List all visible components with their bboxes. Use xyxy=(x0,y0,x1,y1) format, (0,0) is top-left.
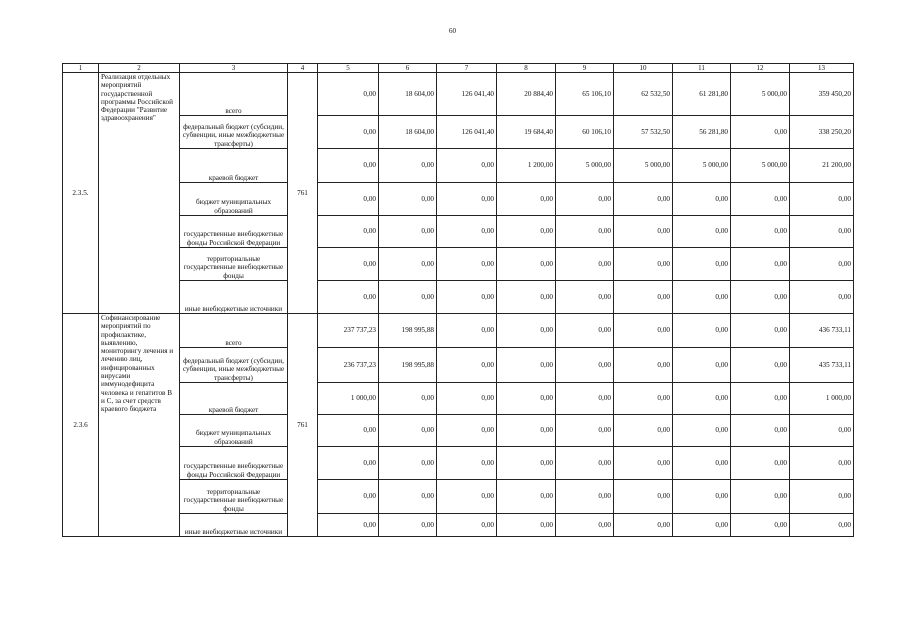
amount-cell: 0,00 xyxy=(673,383,731,415)
amount-cell: 0,00 xyxy=(379,514,437,537)
amount-cell: 0,00 xyxy=(437,281,497,314)
amount-cell: 0,00 xyxy=(790,248,854,281)
amount-cell: 5 000,00 xyxy=(731,149,790,183)
amount-cell: 0,00 xyxy=(318,281,379,314)
amount-cell: 1 000,00 xyxy=(318,383,379,415)
amount-cell: 0,00 xyxy=(731,348,790,383)
table-row xyxy=(63,348,854,383)
amount-cell: 56 281,80 xyxy=(673,116,731,149)
amount-cell: 0,00 xyxy=(731,216,790,248)
amount-cell: 338 250,20 xyxy=(790,116,854,149)
amount-cell: 0,00 xyxy=(556,216,614,248)
amount-cell: 0,00 xyxy=(437,480,497,514)
table-row xyxy=(63,73,854,116)
grbs-code: 761 xyxy=(288,314,318,537)
table-row xyxy=(63,281,854,314)
table-row xyxy=(63,116,854,149)
amount-cell: 126 041,40 xyxy=(437,73,497,116)
amount-cell: 237 737,23 xyxy=(318,314,379,348)
amount-cell: 0,00 xyxy=(673,480,731,514)
amount-cell: 0,00 xyxy=(614,348,673,383)
amount-cell: 436 733,11 xyxy=(790,314,854,348)
amount-cell: 0,00 xyxy=(379,149,437,183)
table-row xyxy=(63,415,854,447)
funding-source: иные внебюджетные источники xyxy=(180,514,288,537)
section-code: 2.3.5. xyxy=(63,73,99,314)
amount-cell: 0,00 xyxy=(790,514,854,537)
amount-cell: 0,00 xyxy=(731,314,790,348)
amount-cell: 0,00 xyxy=(556,281,614,314)
amount-cell: 65 106,10 xyxy=(556,73,614,116)
amount-cell: 0,00 xyxy=(614,383,673,415)
funding-source: всего xyxy=(180,73,288,116)
amount-cell: 0,00 xyxy=(790,480,854,514)
amount-cell: 0,00 xyxy=(556,480,614,514)
amount-cell: 0,00 xyxy=(318,149,379,183)
amount-cell: 236 737,23 xyxy=(318,348,379,383)
amount-cell: 0,00 xyxy=(556,348,614,383)
amount-cell: 0,00 xyxy=(379,183,437,216)
column-header: 2 xyxy=(99,64,180,73)
funding-source: краевой бюджет xyxy=(180,149,288,183)
amount-cell: 0,00 xyxy=(318,480,379,514)
amount-cell: 0,00 xyxy=(379,480,437,514)
amount-cell: 0,00 xyxy=(318,415,379,447)
amount-cell: 0,00 xyxy=(497,415,556,447)
column-header: 10 xyxy=(614,64,673,73)
amount-cell: 5 000,00 xyxy=(731,73,790,116)
amount-cell: 0,00 xyxy=(437,415,497,447)
amount-cell: 0,00 xyxy=(556,415,614,447)
funding-source: бюджет муниципальных образований xyxy=(180,415,288,447)
amount-cell: 1 200,00 xyxy=(497,149,556,183)
amount-cell: 0,00 xyxy=(673,281,731,314)
amount-cell: 0,00 xyxy=(437,383,497,415)
amount-cell: 60 106,10 xyxy=(556,116,614,149)
amount-cell: 0,00 xyxy=(673,183,731,216)
funding-source: бюджет муниципальных образований xyxy=(180,183,288,216)
table-row xyxy=(63,314,854,348)
amount-cell: 0,00 xyxy=(379,415,437,447)
amount-cell: 0,00 xyxy=(790,447,854,480)
table-row xyxy=(63,183,854,216)
amount-cell: 0,00 xyxy=(731,415,790,447)
amount-cell: 57 532,50 xyxy=(614,116,673,149)
amount-cell: 61 281,80 xyxy=(673,73,731,116)
amount-cell: 0,00 xyxy=(497,216,556,248)
amount-cell: 0,00 xyxy=(673,514,731,537)
amount-cell: 0,00 xyxy=(673,415,731,447)
amount-cell: 0,00 xyxy=(790,281,854,314)
funding-source: всего xyxy=(180,314,288,348)
amount-cell: 0,00 xyxy=(379,447,437,480)
amount-cell: 0,00 xyxy=(556,248,614,281)
amount-cell: 198 995,88 xyxy=(379,314,437,348)
amount-cell: 0,00 xyxy=(614,183,673,216)
funding-source: краевой бюджет xyxy=(180,383,288,415)
column-header: 9 xyxy=(556,64,614,73)
amount-cell: 0,00 xyxy=(790,415,854,447)
amount-cell: 0,00 xyxy=(673,216,731,248)
amount-cell: 62 532,50 xyxy=(614,73,673,116)
amount-cell: 0,00 xyxy=(673,248,731,281)
amount-cell: 1 000,00 xyxy=(790,383,854,415)
amount-cell: 0,00 xyxy=(497,248,556,281)
column-header: 3 xyxy=(180,64,288,73)
page-number: 60 xyxy=(449,27,456,35)
amount-cell: 0,00 xyxy=(318,248,379,281)
funding-source: иные внебюджетные источники xyxy=(180,281,288,314)
amount-cell: 0,00 xyxy=(731,447,790,480)
amount-cell: 0,00 xyxy=(731,281,790,314)
amount-cell: 0,00 xyxy=(731,480,790,514)
amount-cell: 0,00 xyxy=(379,216,437,248)
section-name: Софинансирование мероприятий по профилактике, выявлению, мониторингу лечения и лечению лиц, инфицированных вирусами иммунодефицита человека и гепатитов B и C, за счет средств краевого бюджета xyxy=(99,314,180,537)
section-code: 2.3.6 xyxy=(63,314,99,537)
amount-cell: 0,00 xyxy=(731,248,790,281)
amount-cell: 0,00 xyxy=(556,314,614,348)
amount-cell: 0,00 xyxy=(497,480,556,514)
amount-cell: 0,00 xyxy=(614,216,673,248)
column-header: 13 xyxy=(790,64,854,73)
table-row xyxy=(63,149,854,183)
amount-cell: 18 604,00 xyxy=(379,73,437,116)
amount-cell: 0,00 xyxy=(790,183,854,216)
amount-cell: 18 604,00 xyxy=(379,116,437,149)
column-header: 6 xyxy=(379,64,437,73)
column-number-row xyxy=(63,64,854,73)
amount-cell: 0,00 xyxy=(731,514,790,537)
table-row xyxy=(63,480,854,514)
amount-cell: 0,00 xyxy=(556,383,614,415)
amount-cell: 0,00 xyxy=(437,447,497,480)
amount-cell: 0,00 xyxy=(437,314,497,348)
funding-source: территориальные государственные внебюджетные фонды xyxy=(180,248,288,281)
amount-cell: 0,00 xyxy=(556,447,614,480)
amount-cell: 0,00 xyxy=(731,383,790,415)
amount-cell: 0,00 xyxy=(614,480,673,514)
amount-cell: 0,00 xyxy=(437,514,497,537)
amount-cell: 0,00 xyxy=(318,216,379,248)
amount-cell: 0,00 xyxy=(497,348,556,383)
amount-cell: 0,00 xyxy=(318,73,379,116)
amount-cell: 0,00 xyxy=(437,183,497,216)
amount-cell: 5 000,00 xyxy=(556,149,614,183)
funding-source: федеральный бюджет (субсидии, субвенции, иные межбюджетные трансферты) xyxy=(180,116,288,149)
column-header: 4 xyxy=(288,64,318,73)
amount-cell: 0,00 xyxy=(497,383,556,415)
table-row xyxy=(63,216,854,248)
amount-cell: 0,00 xyxy=(497,514,556,537)
table-row xyxy=(63,447,854,480)
amount-cell: 0,00 xyxy=(437,248,497,281)
amount-cell: 19 684,40 xyxy=(497,116,556,149)
funding-source: территориальные государственные внебюджетные фонды xyxy=(180,480,288,514)
amount-cell: 21 200,00 xyxy=(790,149,854,183)
amount-cell: 0,00 xyxy=(437,216,497,248)
column-header: 12 xyxy=(731,64,790,73)
amount-cell: 0,00 xyxy=(614,314,673,348)
amount-cell: 0,00 xyxy=(379,281,437,314)
amount-cell: 5 000,00 xyxy=(614,149,673,183)
amount-cell: 0,00 xyxy=(673,314,731,348)
amount-cell: 0,00 xyxy=(379,383,437,415)
amount-cell: 0,00 xyxy=(614,447,673,480)
amount-cell: 0,00 xyxy=(318,116,379,149)
amount-cell: 435 733,11 xyxy=(790,348,854,383)
amount-cell: 5 000,00 xyxy=(673,149,731,183)
table-row xyxy=(63,248,854,281)
amount-cell: 0,00 xyxy=(673,447,731,480)
amount-cell: 0,00 xyxy=(497,183,556,216)
amount-cell: 0,00 xyxy=(497,281,556,314)
amount-cell: 0,00 xyxy=(497,314,556,348)
amount-cell: 0,00 xyxy=(614,514,673,537)
amount-cell: 0,00 xyxy=(437,149,497,183)
funding-source: государственные внебюджетные фонды Российской Федерации xyxy=(180,447,288,480)
amount-cell: 0,00 xyxy=(318,447,379,480)
column-header: 5 xyxy=(318,64,379,73)
column-header: 1 xyxy=(63,64,99,73)
amount-cell: 359 450,20 xyxy=(790,73,854,116)
grbs-code: 761 xyxy=(288,73,318,314)
table-row xyxy=(63,383,854,415)
column-header: 7 xyxy=(437,64,497,73)
amount-cell: 198 995,88 xyxy=(379,348,437,383)
amount-cell: 0,00 xyxy=(556,514,614,537)
column-header: 11 xyxy=(673,64,731,73)
amount-cell: 0,00 xyxy=(731,116,790,149)
funding-source: государственные внебюджетные фонды Российской Федерации xyxy=(180,216,288,248)
amount-cell: 0,00 xyxy=(318,183,379,216)
section-name: Реализация отдельных мероприятий государственной программы Российской Федерации "Развитие здравоохранения" xyxy=(99,73,180,314)
funding-source: федеральный бюджет (субсидии, субвенции, иные межбюджетные трансферты) xyxy=(180,348,288,383)
amount-cell: 0,00 xyxy=(673,348,731,383)
amount-cell: 20 884,40 xyxy=(497,73,556,116)
amount-cell: 126 041,40 xyxy=(437,116,497,149)
amount-cell: 0,00 xyxy=(379,248,437,281)
amount-cell: 0,00 xyxy=(437,348,497,383)
amount-cell: 0,00 xyxy=(556,183,614,216)
budget-table xyxy=(62,63,854,537)
amount-cell: 0,00 xyxy=(614,415,673,447)
amount-cell: 0,00 xyxy=(497,447,556,480)
column-header: 8 xyxy=(497,64,556,73)
amount-cell: 0,00 xyxy=(731,183,790,216)
amount-cell: 0,00 xyxy=(318,514,379,537)
table-row xyxy=(63,514,854,537)
amount-cell: 0,00 xyxy=(790,216,854,248)
table-body xyxy=(63,73,854,537)
amount-cell: 0,00 xyxy=(614,281,673,314)
amount-cell: 0,00 xyxy=(614,248,673,281)
